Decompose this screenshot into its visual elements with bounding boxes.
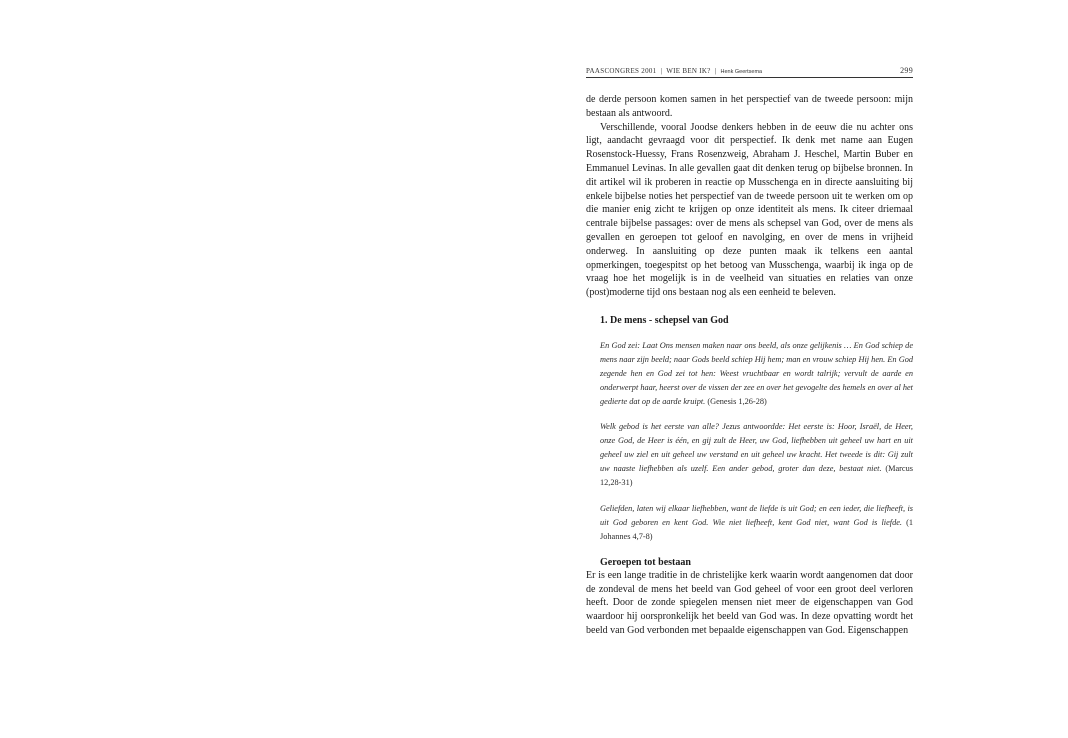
quote-text: Welk gebod is het eerste van alle? Jezus antwoordde: Het eerste is: Hoor, Israël, de Heer, onze God, de Heer is één, en gij zult de Heer, uw God, liefhebben uit geheel uw hart en uit geheel uw ziel en uit geheel uw verstand en uit geheel uw kracht. Het tweede is dit: Gij zult uw naaste liefhebben als uzelf. Een ander gebod, groter dan deze, bestaat niet.: [600, 422, 913, 474]
page-number: 299: [900, 66, 913, 75]
running-head-separator-2: |: [714, 67, 717, 75]
running-head: [586, 66, 913, 78]
quote-text: Geliefden, laten wij elkaar liefhebben, want de liefde is uit God; en een ieder, die liefheeft, is uit God geboren en kent God. Wie niet liefheeft, kent God niet, want God is liefde.: [600, 504, 913, 527]
quote-reference: (Genesis 1,26-28): [707, 396, 767, 406]
author-name: Henk Geertsema: [720, 69, 763, 75]
paragraph-closing: Er is een lange traditie in de christelijke kerk waarin wordt aangenomen dat door de zondeval de mens het beeld van God geheel of voor een groot deel verloren heeft. Door de zonde spiegelen mensen niet meer de eigenschappen van God waardoor hij oorspronkelijk het beeld van God was. In deze opvatting wordt het beeld van God verbonden met bepaalde eigenschappen van God. Eigenschappen: [586, 569, 913, 636]
section-heading: 1. De mens - schepsel van God: [600, 314, 729, 326]
bible-quote-johannes: [600, 502, 913, 544]
running-head-left: [586, 67, 762, 75]
subsection-heading: Geroepen tot bestaan: [600, 556, 691, 568]
paragraph-continuation: de derde persoon komen samen in het perspectief van de tweede persoon: mijn bestaan als antwoord.: [586, 94, 913, 119]
quote-reference: (1 Johannes 4,7-8): [600, 517, 913, 541]
running-head-separator: |: [660, 67, 663, 75]
congress-title: PAASCONGRES 2001: [586, 67, 657, 75]
paragraph-intro: Verschillende, vooral Joodse denkers hebben in de eeuw die nu achter ons ligt, aandacht gevraagd voor dit perspectief. Ik denk met name aan Eugen Rosenstock-Huessy, Frans Rosenzweig, Abraham J. Heschel, Martin Buber en Emmanuel Levinas. In alle gevallen gaat dit denken terug op bijbelse bronnen. In dit artikel wil ik proberen in reactie op Musschenga en in directe aansluiting bij enkele bijbelse noties het perspectief van de tweede persoon uit te werken om op die manier enig zicht te krijgen op onze identiteit als mens. Ik citeer driemaal centrale bijbelse passages: over de mens als schepsel van God, over de mens als gevallen en geroepen tot geloof en navolging, en over de mens in vrijheid onderweg. In aansluiting op deze punten maak ik telkens een aantal opmerkingen, toegespitst op het betoog van Musschenga, waarbij ik inga op de vraag hoe het mogelijk is in de veelheid van situaties en relaties van onze (post)moderne tijd ons bestaan nog als een eenheid te beleven.: [586, 121, 913, 299]
page-body: [586, 93, 913, 638]
book-page: [586, 66, 913, 638]
quote-reference: (Marcus 12,28-31): [600, 464, 913, 488]
bible-quote-marcus: [600, 420, 913, 490]
book-title: WIE BEN IK?: [666, 67, 711, 75]
quote-text: En God zei: Laat Ons mensen maken naar ons beeld, als onze gelijkenis … En God schiep de mens naar zijn beeld; naar Gods beeld schiep Hij hem; man en vrouw schiep Hij hen. En God zegende hen en God zei tot hen: Weest vruchtbaar en wordt talrijk; vervult de aarde en onderwerpt haar, heerst over de vissen der zee en over het gevogelte des hemels en over al het gedierte dat op de aarde kruipt.: [600, 340, 913, 406]
bible-quote-genesis: [600, 339, 913, 409]
